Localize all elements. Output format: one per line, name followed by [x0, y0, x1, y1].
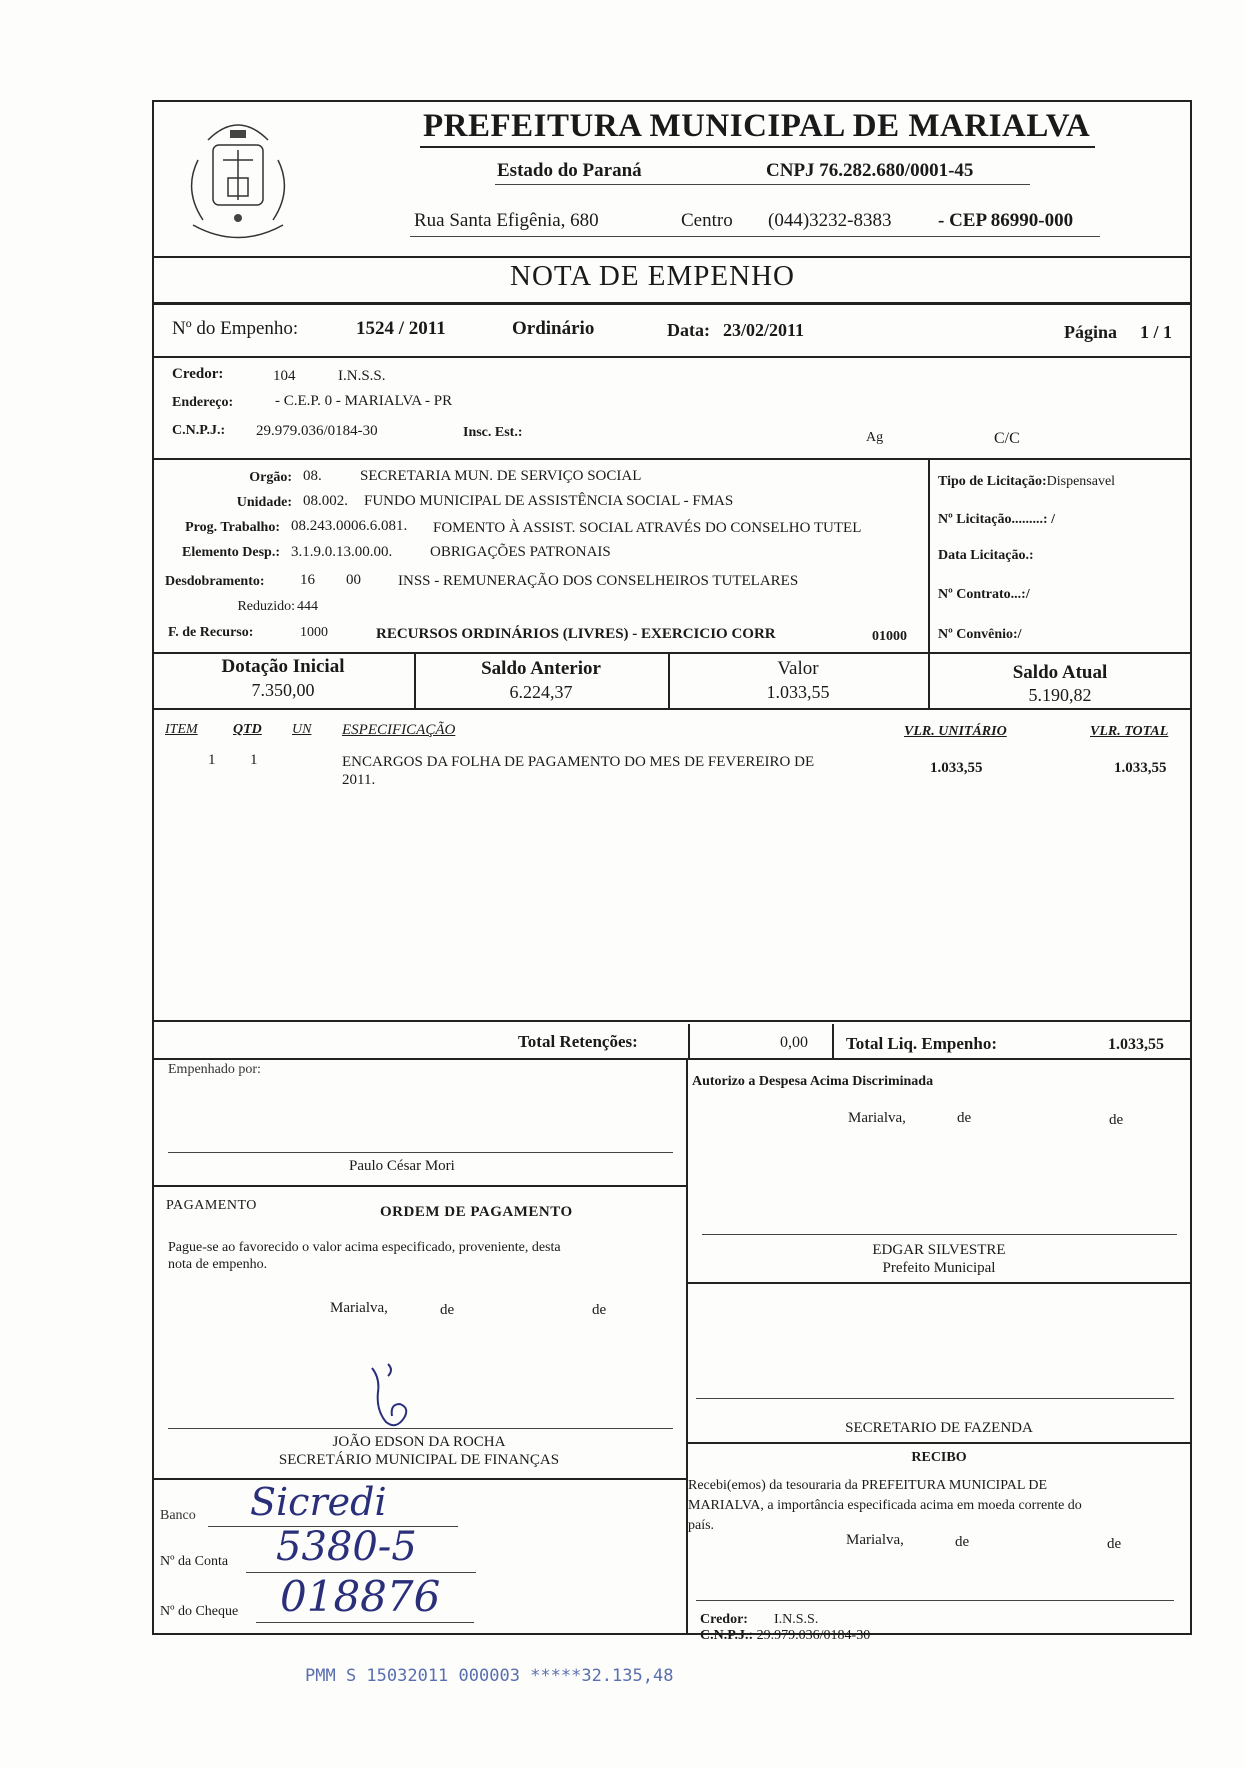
recibo-text-line2: MARIALVA, a importância especificada acima em moeda corrente do [688, 1498, 1082, 1513]
date-label: Data: [667, 320, 710, 340]
recibo-credor: I.N.S.S. [774, 1612, 819, 1627]
page-label: Página [1064, 322, 1118, 342]
empenhado-name: Paulo César Mori [349, 1158, 455, 1174]
retencoes-value: 0,00 [780, 1034, 808, 1051]
pagamento-text-line1: Pague-se ao favorecido o valor acima especificado, proveniente, desta [168, 1240, 561, 1255]
elemento-name: OBRIGAÇÕES PATRONAIS [430, 544, 611, 560]
col-un: UN [292, 722, 312, 737]
recibo-cnpj-label: C.N.P.J.: [700, 1628, 754, 1643]
pagamento-label: PAGAMENTO [166, 1198, 257, 1213]
financas-title: SECRETÁRIO MUNICIPAL DE FINANÇAS [278, 1452, 560, 1468]
liquido-label: Total Liq. Empenho: [846, 1034, 997, 1053]
orgao-name: SECRETARIA MUN. DE SERVIÇO SOCIAL [360, 468, 642, 484]
tipo-licitacao [938, 474, 1115, 490]
dotacao-label: Dotação Inicial [221, 656, 345, 677]
autorizo-de2: de [1109, 1112, 1124, 1128]
address-label: Endereço: [172, 395, 234, 410]
prog-label: Prog. Trabalho: [185, 520, 280, 535]
cc-label: C/C [994, 430, 1020, 447]
pagamento-text-line2: nota de empenho. [168, 1257, 268, 1272]
conta-label: Nº da Conta [160, 1554, 229, 1569]
pagamento-de1: de [440, 1302, 455, 1318]
elemento-label: Elemento Desp.: [182, 545, 280, 560]
address: Rua Santa Efigênia, 680 [414, 210, 599, 231]
autorizo-city: Marialva, [848, 1110, 906, 1126]
insc-label: Insc. Est.: [463, 425, 523, 440]
recurso-code: 1000 [300, 625, 328, 640]
valor-value: 1.033,55 [766, 682, 830, 702]
cheque-handwritten: 018876 [280, 1572, 441, 1621]
valor-label: Valor [777, 658, 819, 679]
cnpj-header: CNPJ 76.282.680/0001-45 [766, 160, 974, 181]
convenio-number: Nº Convênio:/ [938, 627, 1022, 642]
row-total-value: 1.033,55 [1114, 760, 1167, 776]
orgao-label: Orgão: [249, 470, 292, 485]
municipality-title: PREFEITURA MUNICIPAL DE MARIALVA [423, 108, 1091, 144]
date-value: 23/02/2011 [723, 320, 805, 340]
district: Centro [681, 210, 733, 231]
row-spec-line1: ENCARGOS DA FOLHA DE PAGAMENTO DO MES DE FEVEREIRO DE [342, 754, 815, 770]
desdobramento-label: Desdobramento: [165, 574, 265, 589]
financas-name: JOÃO EDSON DA ROCHA [332, 1434, 506, 1450]
empenho-type: Ordinário [512, 318, 595, 339]
licitacao-date: Data Licitação.: [938, 548, 1034, 563]
recibo-cnpj [700, 1628, 870, 1644]
prog-name: FOMENTO À ASSIST. SOCIAL ATRAVÉS DO CONSELHO TUTEL [433, 520, 862, 536]
elemento-code: 3.1.9.0.13.00.00. [291, 544, 393, 560]
desdobramento-a: 16 [300, 572, 315, 588]
page-number: 1 / 1 [1140, 322, 1173, 342]
retencoes-label: Total Retenções: [518, 1032, 638, 1051]
licitacao-number: Nº Licitação.........: / [938, 512, 1055, 527]
autorizo-text: Autorizo a Despesa Acima Discriminada [692, 1074, 934, 1089]
saldo-atual-label: Saldo Atual [1012, 662, 1108, 683]
recurso-name: RECURSOS ORDINÁRIOS (LIVRES) - EXERCICIO CORR [376, 626, 776, 642]
saldo-anterior-value: 6.224,37 [509, 682, 573, 702]
col-qtd: QTD [233, 722, 262, 737]
empenhado-label: Empenhado por: [168, 1062, 261, 1077]
unidade-name: FUNDO MUNICIPAL DE ASSISTÊNCIA SOCIAL - FMAS [364, 493, 734, 509]
recibo-title: RECIBO [911, 1450, 967, 1465]
prefeito-title: Prefeito Municipal [882, 1260, 996, 1276]
row-item: 1 [208, 752, 216, 768]
reduzido-label: Reduzido: [237, 599, 295, 614]
pagamento-city: Marialva, [330, 1300, 388, 1316]
col-especificacao: ESPECIFICAÇÃO [342, 722, 456, 738]
recurso-number: 01000 [872, 629, 907, 644]
pagamento-de2: de [592, 1302, 607, 1318]
row-spec-line2: 2011. [342, 772, 376, 788]
credor-name: I.N.S.S. [338, 368, 386, 384]
cep: - CEP 86990-000 [938, 210, 1074, 231]
empenho-number-label: Nº do Empenho: [172, 318, 299, 339]
recibo-de1: de [955, 1534, 970, 1550]
recibo-de2: de [1107, 1536, 1122, 1552]
state-name: Estado do Paraná [497, 160, 642, 181]
orgao-code: 08. [303, 468, 322, 484]
recibo-credor-label: Credor: [700, 1612, 748, 1627]
initials-signature-icon [360, 1362, 420, 1442]
banco-handwritten: Sicredi [250, 1480, 387, 1524]
conta-handwritten: 5380-5 [276, 1524, 417, 1570]
desdobramento-b: 00 [346, 572, 361, 588]
credor-cnpj: 29.979.036/0184-30 [256, 423, 378, 439]
autorizo-de1: de [957, 1110, 972, 1126]
cheque-label: Nº do Cheque [160, 1604, 239, 1619]
recibo-cnpj-value: 29.979.036/0184-30 [756, 1628, 871, 1643]
contrato-number: Nº Contrato...:/ [938, 587, 1030, 602]
document-title: NOTA DE EMPENHO [510, 260, 795, 292]
empenho-number: 1524 / 2011 [356, 318, 446, 339]
prog-code: 08.243.0006.6.081. [291, 518, 408, 534]
saldo-anterior-label: Saldo Anterior [481, 658, 601, 679]
unidade-code: 08.002. [303, 493, 348, 509]
payment-stamp: PMM S 15032011 000003 *****32.135,48 [305, 1666, 674, 1686]
col-vlr-unitario: VLR. UNITÁRIO [904, 724, 1007, 739]
recibo-text-line1: Recebi(emos) da tesouraria da PREFEITURA MUNICIPAL DE [688, 1478, 1048, 1493]
recibo-text-line3: país. [688, 1518, 715, 1533]
credor-label: Credor: [172, 366, 224, 382]
recurso-label: F. de Recurso: [168, 625, 254, 640]
row-unit-value: 1.033,55 [930, 760, 983, 776]
unidade-label: Unidade: [236, 495, 292, 510]
dotacao-value: 7.350,00 [251, 680, 315, 700]
col-vlr-total: VLR. TOTAL [1090, 724, 1169, 739]
saldo-atual-value: 5.190,82 [1028, 685, 1092, 705]
row-qtd: 1 [250, 752, 258, 768]
credor-cnpj-label: C.N.P.J.: [172, 423, 226, 438]
ag-label: Ag [866, 430, 884, 445]
banco-label: Banco [160, 1508, 196, 1523]
credor-code: 104 [273, 368, 296, 384]
liquido-value: 1.033,55 [1108, 1036, 1164, 1053]
prefeito-name: EDGAR SILVESTRE [872, 1242, 1006, 1258]
ordem-pagamento-title: ORDEM DE PAGAMENTO [380, 1204, 573, 1220]
tipo-licitacao-label: Tipo de Licitação: [938, 474, 1047, 489]
tipo-licitacao-value: Dispensavel [1046, 474, 1116, 489]
desdobramento-name: INSS - REMUNERAÇÃO DOS CONSELHEIROS TUTELARES [398, 573, 799, 589]
secretario-fazenda: SECRETARIO DE FAZENDA [845, 1420, 1033, 1436]
col-item: ITEM [165, 722, 198, 737]
recibo-city: Marialva, [846, 1532, 904, 1548]
phone: (044)3232-8383 [768, 210, 892, 231]
credor-address: - C.E.P. 0 - MARIALVA - PR [275, 393, 453, 409]
reduzido-value: 444 [297, 599, 318, 614]
coat-of-arms-icon [168, 100, 308, 250]
